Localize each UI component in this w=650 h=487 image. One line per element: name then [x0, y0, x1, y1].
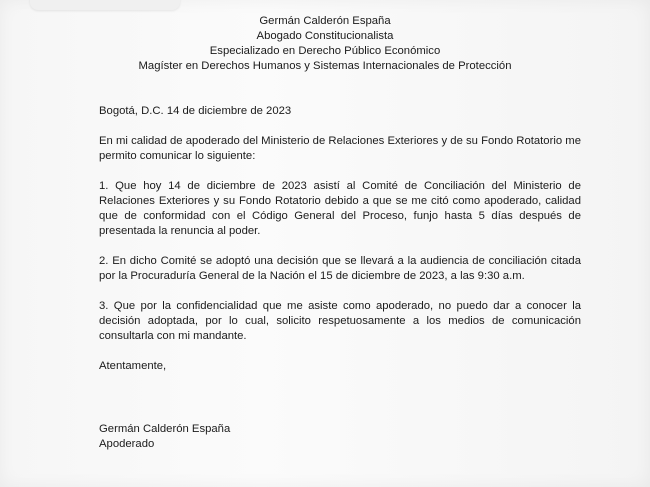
letter-closing: Atentamente, [99, 360, 167, 372]
letter-body [99, 104, 581, 452]
page-edge-tab [30, 0, 180, 10]
letter-date: Bogotá, D.C. 14 de diciembre de 2023 [99, 105, 292, 117]
letter-point-1: 1. Que hoy 14 de diciembre de 2023 asistí al Comité de Conciliación del Ministerio de Relaciones Exteriores y su Fondo Rotatorio debido a que se me citó como apoderado, calidad que de conformidad con el Código General del Proceso, funjo hasta 5 días después de presentada la renuncia al poder. [99, 180, 581, 237]
letterhead-name: Germán Calderón España [259, 15, 391, 27]
letter-point-2: 2. En dicho Comité se adoptó una decisión que se llevará a la audiencia de conciliación citada por la Procuraduría General de la Nación el 15 de diciembre de 2023, a las 9:30 a.m. [99, 255, 581, 282]
letterhead-title-2: Especializado en Derecho Público Económico [209, 45, 441, 57]
letterhead [0, 14, 650, 74]
letterhead-title-3: Magíster en Derechos Humanos y Sistemas Internacionales de Protección [138, 60, 512, 72]
signature-name: Germán Calderón España [99, 423, 231, 435]
letterhead-title-1: Abogado Constitucionalista [256, 30, 394, 42]
signature-role: Apoderado [99, 438, 155, 450]
letter-intro: En mi calidad de apoderado del Ministerio de Relaciones Exteriores y de su Fondo Rotatorio me permito comunicar lo siguiente: [99, 135, 581, 162]
letter-point-3: 3. Que por la confidencialidad que me asiste como apoderado, no puedo dar a conocer la decisión adoptada, por lo cual, solicito respetuosamente a los medios de comunicación consultarla con mi mandante. [99, 300, 581, 342]
